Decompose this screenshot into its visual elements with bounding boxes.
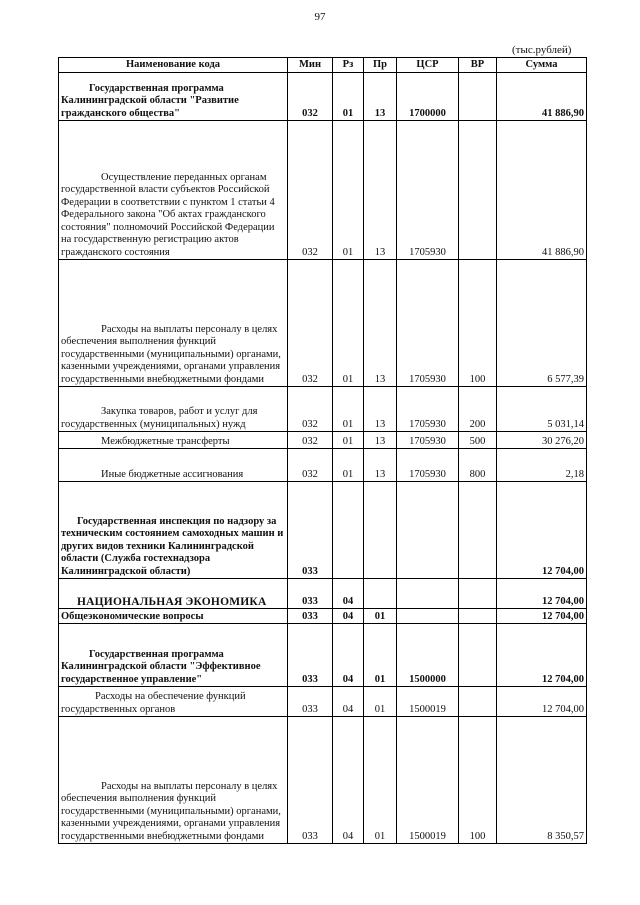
row-name: Расходы на выплаты персоналу в целях обеспечения выполнения функций государственными (муниципальными) органами, казенными учреждениями, органами управления государственными внебюджетными фондами (59, 260, 288, 387)
row-pr (364, 579, 397, 609)
row-csr: 1705930 (397, 449, 459, 482)
table-row (59, 482, 587, 579)
row-name: Общеэкономические вопросы (59, 609, 288, 624)
row-vr: 800 (459, 449, 497, 482)
row-pr (364, 482, 397, 579)
row-pr: 13 (364, 432, 397, 449)
header-name: Наименование кода (59, 58, 288, 73)
row-vr (459, 624, 497, 687)
row-csr (397, 609, 459, 624)
header-rz: Рз (333, 58, 364, 73)
row-sum: 6 577,39 (497, 260, 587, 387)
row-pr: 13 (364, 387, 397, 432)
units-label: (тыс.рублей) (512, 44, 572, 56)
row-sum: 8 350,57 (497, 717, 587, 844)
row-name: Государственная программа Калининградской области "Развитие гражданского общества" (59, 73, 288, 121)
row-pr: 01 (364, 687, 397, 717)
row-name: Закупка товаров, работ и услуг для государственных (муниципальных) нужд (59, 387, 288, 432)
row-min: 032 (288, 387, 333, 432)
row-pr: 01 (364, 624, 397, 687)
table-row (59, 579, 587, 609)
row-pr: 01 (364, 609, 397, 624)
row-min: 033 (288, 579, 333, 609)
row-rz: 01 (333, 387, 364, 432)
row-rz: 01 (333, 73, 364, 121)
row-csr: 1700000 (397, 73, 459, 121)
row-csr: 1500000 (397, 624, 459, 687)
table-row (59, 624, 587, 687)
row-csr: 1500019 (397, 717, 459, 844)
row-min: 032 (288, 73, 333, 121)
table-row (59, 387, 587, 432)
row-vr (459, 609, 497, 624)
table-row (59, 432, 587, 449)
row-rz (333, 482, 364, 579)
row-sum: 5 031,14 (497, 387, 587, 432)
row-min: 033 (288, 717, 333, 844)
row-rz: 04 (333, 717, 364, 844)
row-vr (459, 687, 497, 717)
row-vr: 100 (459, 260, 497, 387)
row-sum: 12 704,00 (497, 609, 587, 624)
row-name: Расходы на обеспечение функций государственных органов (59, 687, 288, 717)
table-row (59, 260, 587, 387)
row-vr (459, 579, 497, 609)
header-csr: ЦСР (397, 58, 459, 73)
header-min: Мин (288, 58, 333, 73)
row-rz: 01 (333, 121, 364, 260)
table-row (59, 717, 587, 844)
row-vr: 100 (459, 717, 497, 844)
row-vr (459, 121, 497, 260)
row-min: 032 (288, 260, 333, 387)
row-sum: 41 886,90 (497, 73, 587, 121)
table-row (59, 609, 587, 624)
row-sum: 12 704,00 (497, 579, 587, 609)
row-name: Расходы на выплаты персоналу в целях обеспечения выполнения функций государственными (муниципальными) органами, казенными учреждениями, органами управления государственными внебюджетными фондами (59, 717, 288, 844)
page-number: 97 (314, 11, 326, 23)
row-pr: 13 (364, 449, 397, 482)
table-row (59, 73, 587, 121)
row-rz: 01 (333, 449, 364, 482)
row-min: 032 (288, 449, 333, 482)
row-csr (397, 482, 459, 579)
row-min: 033 (288, 482, 333, 579)
row-rz: 04 (333, 609, 364, 624)
table-row (59, 121, 587, 260)
header-pr: Пр (364, 58, 397, 73)
row-rz: 04 (333, 687, 364, 717)
table-header-row (59, 58, 587, 73)
row-sum: 41 886,90 (497, 121, 587, 260)
row-csr: 1705930 (397, 260, 459, 387)
row-name: Осуществление переданных органам государственной власти субъектов Российской Федерации в соответствии с пунктом 1 статьи 4 Федерального закона "Об актах гражданского состояния" полномочий Российской Федерации на государственную регистрацию актов гражданского состояния (59, 121, 288, 260)
row-name: Межбюджетные трансферты (59, 432, 288, 449)
row-pr: 13 (364, 73, 397, 121)
row-pr: 01 (364, 717, 397, 844)
row-csr: 1705930 (397, 432, 459, 449)
row-vr (459, 73, 497, 121)
row-csr: 1705930 (397, 387, 459, 432)
row-rz: 04 (333, 624, 364, 687)
row-name: Иные бюджетные ассигнования (59, 449, 288, 482)
row-pr: 13 (364, 121, 397, 260)
row-min: 032 (288, 121, 333, 260)
header-sum: Сумма (497, 58, 587, 73)
row-vr: 500 (459, 432, 497, 449)
row-sum: 30 276,20 (497, 432, 587, 449)
row-sum: 12 704,00 (497, 624, 587, 687)
row-csr: 1500019 (397, 687, 459, 717)
row-csr (397, 579, 459, 609)
row-name: Государственная инспекция по надзору за техническим состоянием самоходных машин и других видов техники Калининградской области (Служба гостехнадзора Калининградской области) (59, 482, 288, 579)
row-min: 033 (288, 624, 333, 687)
row-sum: 2,18 (497, 449, 587, 482)
row-vr (459, 482, 497, 579)
table-row (59, 449, 587, 482)
row-min: 033 (288, 609, 333, 624)
row-name: Государственная программа Калининградской области "Эффективное государственное управление" (59, 624, 288, 687)
row-min: 032 (288, 432, 333, 449)
row-rz: 01 (333, 432, 364, 449)
row-vr: 200 (459, 387, 497, 432)
header-vr: ВР (459, 58, 497, 73)
row-rz: 04 (333, 579, 364, 609)
row-pr: 13 (364, 260, 397, 387)
row-sum: 12 704,00 (497, 482, 587, 579)
table-row (59, 687, 587, 717)
row-csr: 1705930 (397, 121, 459, 260)
row-sum: 12 704,00 (497, 687, 587, 717)
budget-table (58, 57, 587, 844)
row-rz: 01 (333, 260, 364, 387)
row-name: НАЦИОНАЛЬНАЯ ЭКОНОМИКА (59, 579, 288, 609)
row-min: 033 (288, 687, 333, 717)
